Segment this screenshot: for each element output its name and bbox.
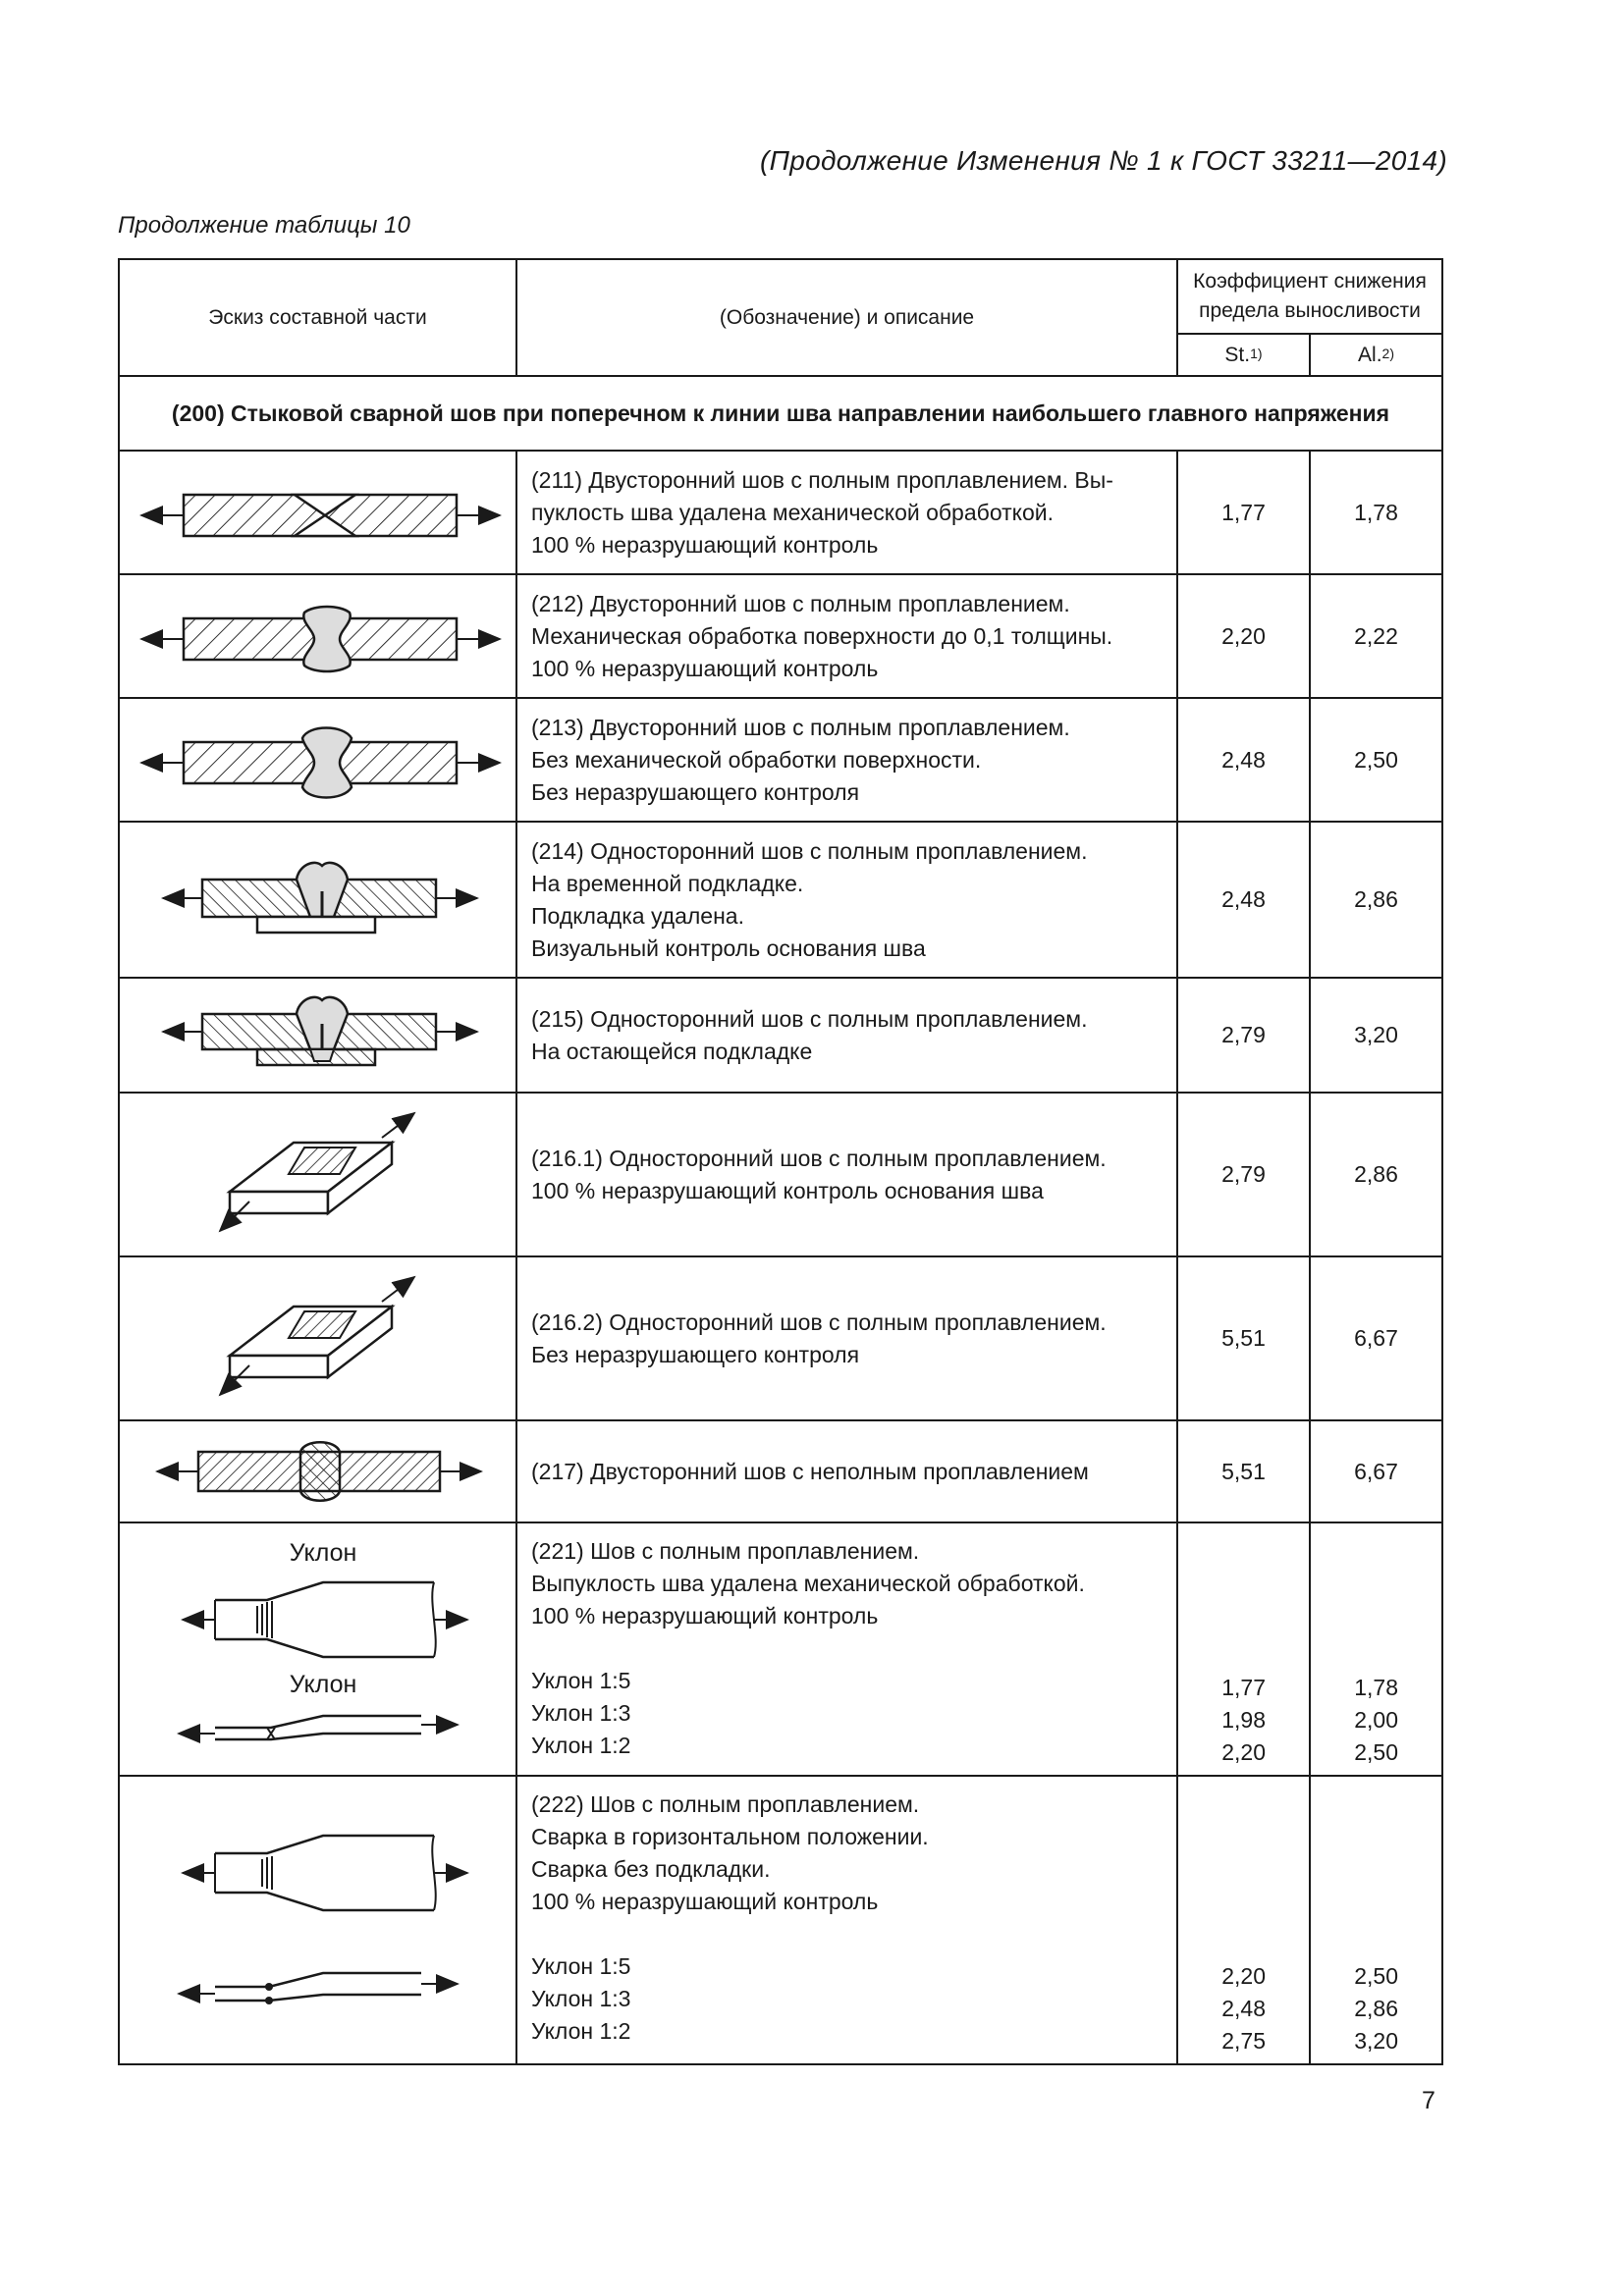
table-row (119, 574, 1442, 698)
al-value: 1,78 (1310, 451, 1442, 574)
header-al: Al.$^{2)}$ (1310, 334, 1442, 376)
table-10 (118, 258, 1443, 2065)
st-value: 2,20 (1177, 574, 1310, 698)
table-row (119, 978, 1442, 1093)
sketch-217 (119, 1420, 516, 1522)
table-row (119, 1420, 1442, 1522)
description-216-2: (216.2) Односторонний шов с полным проплавлением. Без неразрушающего контроля (516, 1256, 1177, 1420)
table-row (119, 1522, 1442, 1776)
header-st: St.$^{1)}$ (1177, 334, 1310, 376)
al-values-222: 2,50 2,86 3,20 (1310, 1776, 1442, 2064)
description-217: (217) Двусторонний шов с неполным проплавлением (516, 1420, 1177, 1522)
st-value: 2,79 (1177, 978, 1310, 1093)
st-values-222: 2,20 2,48 2,75 (1177, 1776, 1310, 2064)
al-value: 6,67 (1310, 1256, 1442, 1420)
description-213: (213) Двусторонний шов с полным проплавлением. Без механической обработки поверхности. Без неразрушающего контроля (516, 698, 1177, 822)
st-value: 5,51 (1177, 1256, 1310, 1420)
al-value: 2,86 (1310, 1093, 1442, 1256)
table-row (119, 1093, 1442, 1256)
table-caption: Продолжение таблицы 10 (118, 212, 410, 239)
description-214: (214) Односторонний шов с полным проплавлением. На временной подкладке. Подкладка удалена. Визуальный контроль основания шва (516, 822, 1177, 978)
slope-label: Уклон (289, 1539, 356, 1567)
table-row (119, 1776, 1442, 2064)
al-value: 3,20 (1310, 978, 1442, 1093)
section-title: (200) Стыковой сварной шов при поперечном к линии шва направлении наибольшего главного напряжения (119, 376, 1442, 451)
al-value: 2,22 (1310, 574, 1442, 698)
st-values-221: 1,77 1,98 2,20 (1177, 1522, 1310, 1776)
al-value: 6,67 (1310, 1420, 1442, 1522)
al-values-221: 1,78 2,00 2,50 (1310, 1522, 1442, 1776)
sketch-222 (119, 1776, 516, 2064)
sketch-216-1 (119, 1093, 516, 1256)
sketch-216-2 (119, 1256, 516, 1420)
sketch-211 (119, 451, 516, 574)
table-row (119, 451, 1442, 574)
description-212: (212) Двусторонний шов с полным проплавлением. Механическая обработка поверхности до 0,1 толщины. 100 % неразрушающий контроль (516, 574, 1177, 698)
header-coefficient: Коэффициент снижения предела выносливости (1177, 259, 1442, 334)
sketch-214 (119, 822, 516, 978)
st-value: 2,79 (1177, 1093, 1310, 1256)
sketch-213 (119, 698, 516, 822)
sketch-221 (119, 1522, 516, 1776)
st-value: 1,77 (1177, 451, 1310, 574)
slope-label: Уклон (289, 1671, 356, 1698)
st-value: 5,51 (1177, 1420, 1310, 1522)
description-215: (215) Односторонний шов с полным проплавлением. На остающейся подкладке (516, 978, 1177, 1093)
header-sketch: Эскиз составной части (119, 259, 516, 376)
sketch-215 (119, 978, 516, 1093)
description-216-1: (216.1) Односторонний шов с полным проплавлением. 100 % неразрушающий контроль основания шва (516, 1093, 1177, 1256)
table-row (119, 1256, 1442, 1420)
header-description: (Обозначение) и описание (516, 259, 1177, 376)
sketch-212 (119, 574, 516, 698)
description-221: (221) Шов с полным проплавлением. Выпуклость шва удалена механической обработкой. 100 % неразрушающий контроль Уклон 1:5 Уклон 1:3 Уклон 1:2 (516, 1522, 1177, 1776)
description-211: (211) Двусторонний шов с полным проплавлением. Вы- пуклость шва удалена механической обработкой. 100 % неразрушающий контроль (516, 451, 1177, 574)
al-value: 2,50 (1310, 698, 1442, 822)
description-222: (222) Шов с полным проплавлением. Сварка в горизонтальном положении. Сварка без подкладки. 100 % неразрушающий контроль Уклон 1:5 Уклон 1:3 Уклон 1:2 (516, 1776, 1177, 2064)
table-row (119, 822, 1442, 978)
st-value: 2,48 (1177, 698, 1310, 822)
st-value: 2,48 (1177, 822, 1310, 978)
page-number: 7 (1422, 2087, 1435, 2114)
continuation-header: (Продолжение Изменения № 1 к ГОСТ 33211—2014) (760, 145, 1447, 176)
table-row (119, 698, 1442, 822)
al-value: 2,86 (1310, 822, 1442, 978)
